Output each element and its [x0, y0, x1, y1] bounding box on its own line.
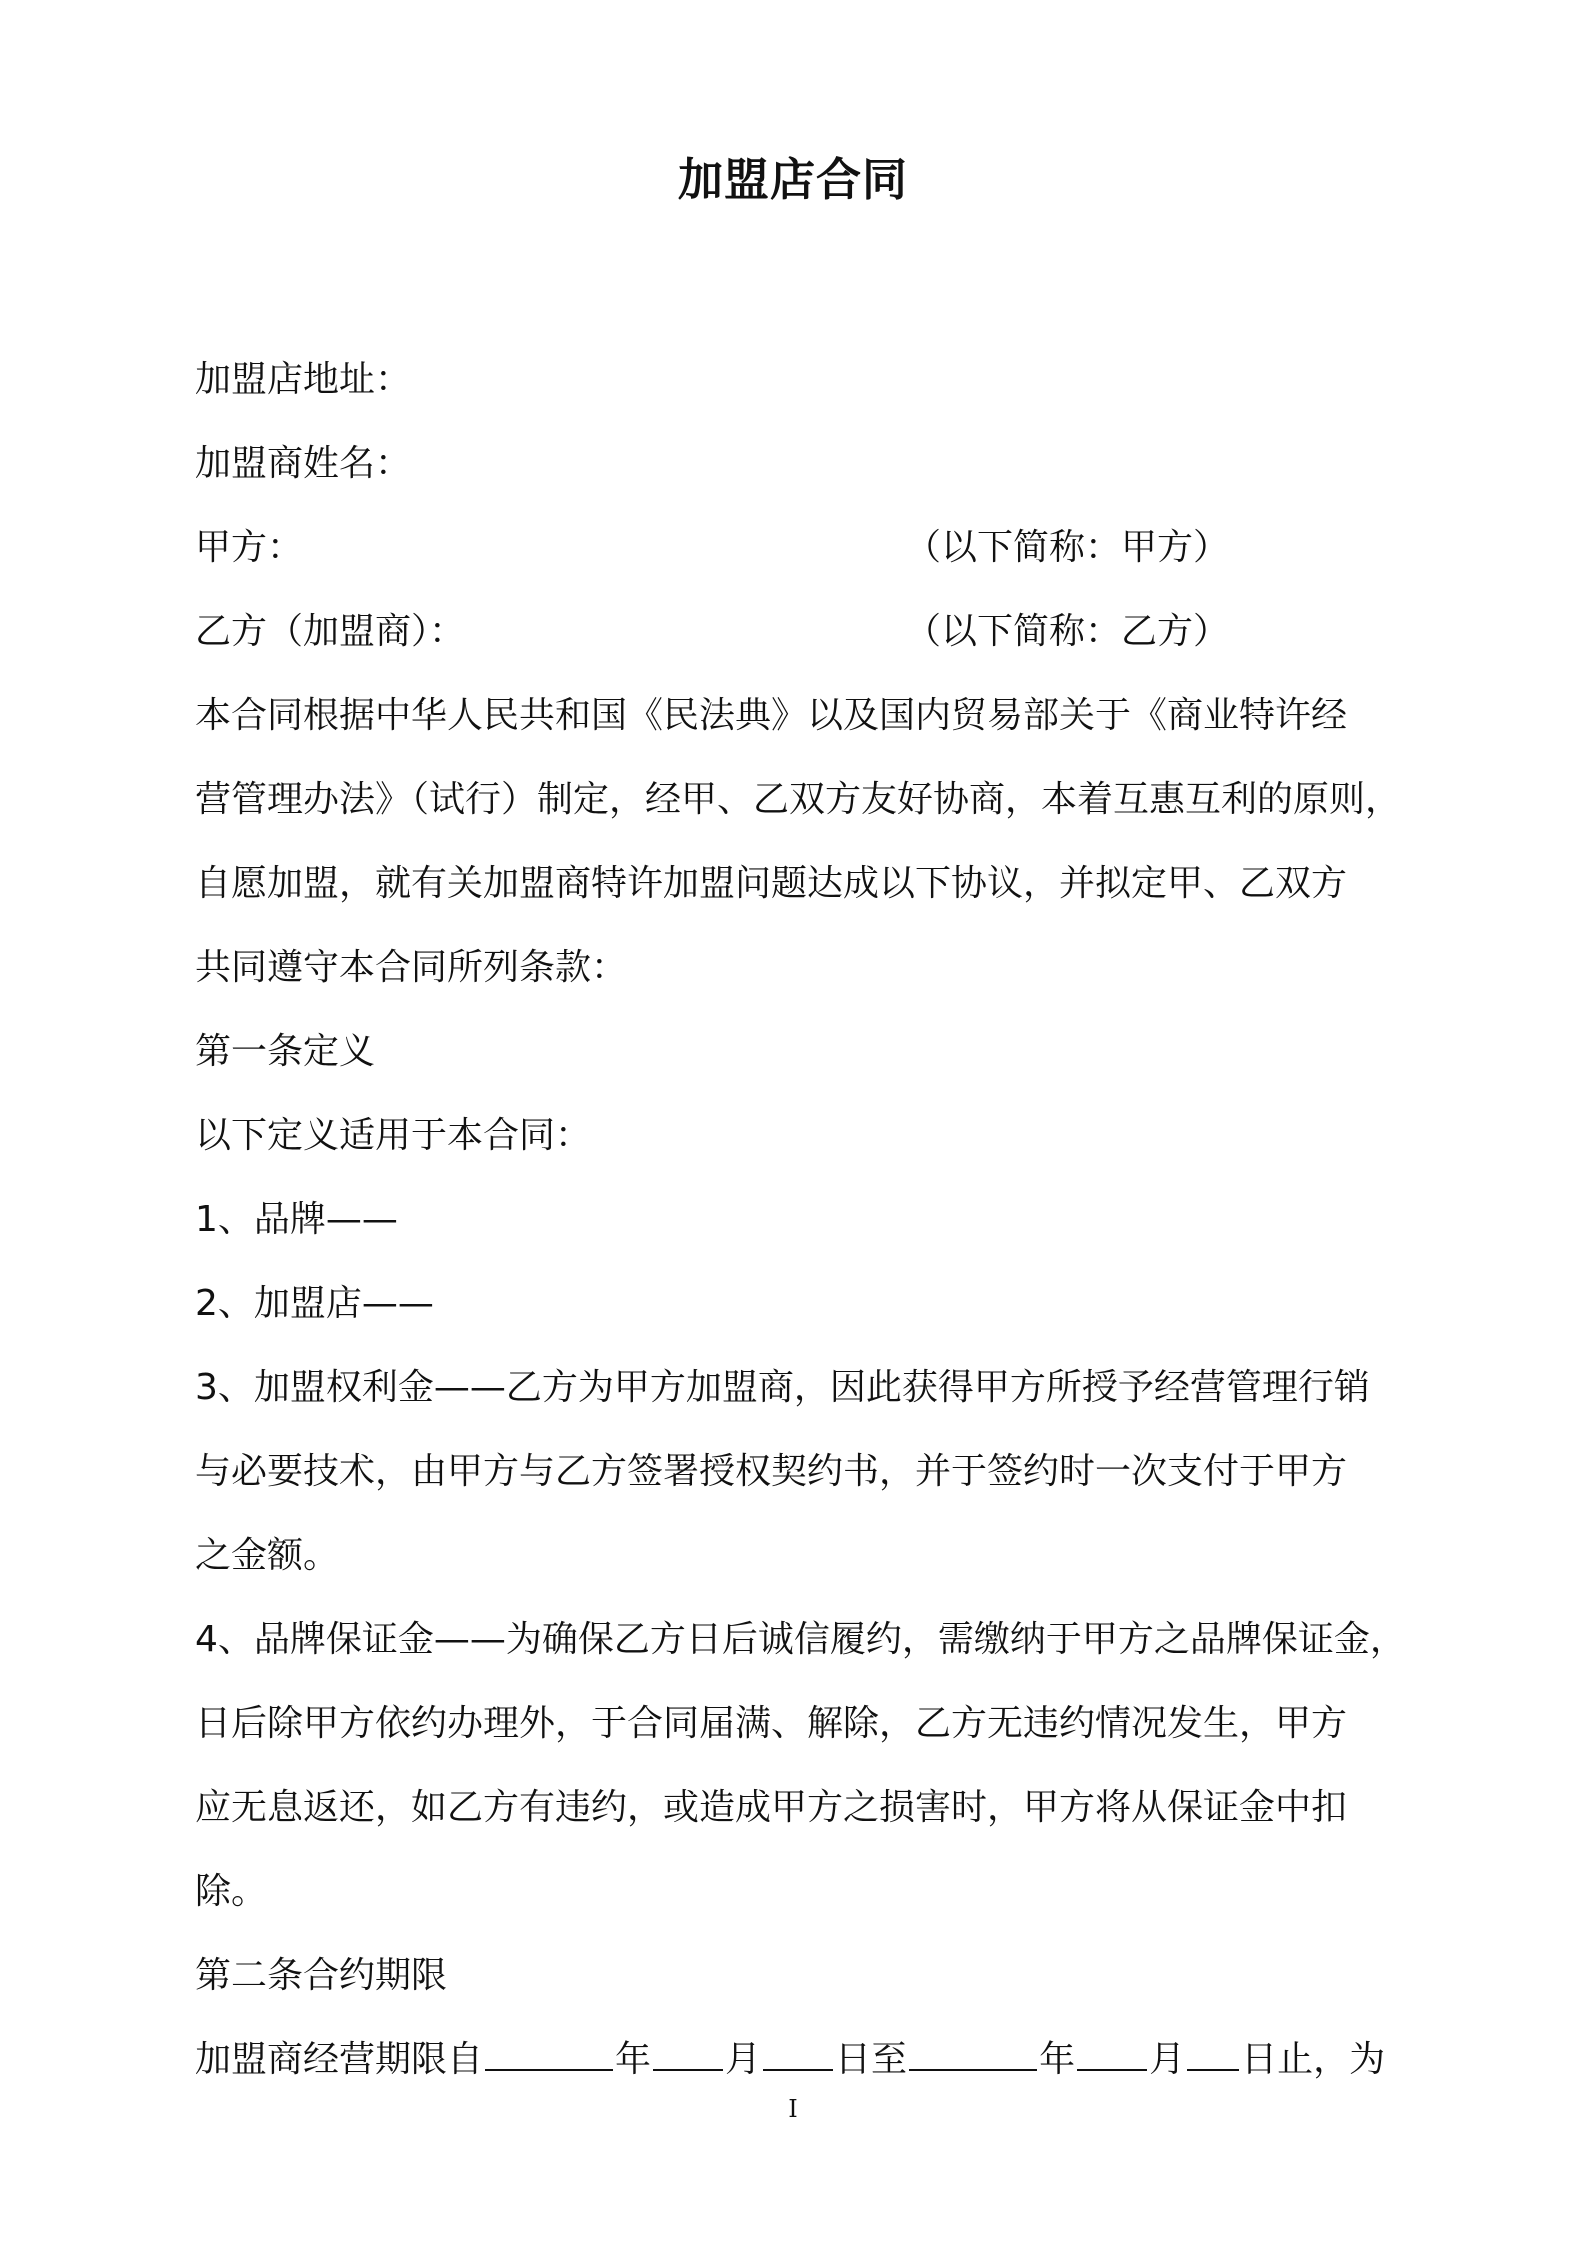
start-day-blank[interactable] — [763, 2033, 833, 2071]
contract-term-line — [195, 2018, 1395, 2102]
party-a-abbrev: （以下简称：甲方） — [905, 527, 1230, 568]
start-year-blank[interactable] — [485, 2033, 613, 2071]
definition-deposit-line-4: 除。 — [195, 1871, 268, 1912]
page-number: I — [788, 2095, 798, 2123]
definition-brand: 1、品牌—— — [195, 1199, 398, 1240]
start-month-label: 月 — [725, 2039, 762, 2080]
preamble-line-2: 营管理办法》（试行）制定，经甲、乙双方友好协商，本着互惠互利的原则， — [195, 779, 1402, 820]
definition-royalty-line-3: 之金额。 — [195, 1535, 340, 1576]
party-a-line — [195, 506, 1395, 590]
definitions-intro: 以下定义适用于本合同： — [195, 1115, 592, 1156]
term-prefix: 加盟商经营期限自 — [195, 2039, 484, 2080]
end-month-label: 月 — [1149, 2039, 1186, 2080]
party-b-line — [195, 590, 1395, 674]
end-day-label: 日止，为 — [1241, 2039, 1386, 2080]
party-b-abbrev: （以下简称：乙方） — [905, 611, 1230, 652]
start-day-label: 日至 — [835, 2039, 908, 2080]
definition-royalty-line-1: 3、加盟权利金——乙方为甲方加盟商，因此获得甲方所授予经营管理行销 — [195, 1367, 1370, 1408]
start-year-label: 年 — [615, 2039, 652, 2080]
definition-royalty-line-2: 与必要技术，由甲方与乙方签署授权契约书，并于签约时一次支付于甲方 — [195, 1451, 1348, 1492]
article-1-heading: 第一条定义 — [195, 1031, 376, 1072]
end-day-blank[interactable] — [1187, 2033, 1239, 2071]
franchisee-name-line: 加盟商姓名： — [195, 443, 412, 484]
document-body — [195, 338, 1406, 2102]
franchise-address-line: 加盟店地址： — [195, 359, 412, 400]
document-title: 加盟店合同 — [677, 153, 908, 206]
party-b-label: 乙方（加盟商）： — [195, 611, 466, 652]
preamble-line-3: 自愿加盟，就有关加盟商特许加盟问题达成以下协议，并拟定甲、乙双方 — [195, 863, 1348, 904]
end-year-label: 年 — [1039, 2039, 1076, 2080]
definition-deposit-line-3: 应无息返还，如乙方有违约，或造成甲方之损害时，甲方将从保证金中扣 — [195, 1787, 1348, 1828]
definition-deposit-line-1: 4、品牌保证金——为确保乙方日后诚信履约，需缴纳于甲方之品牌保证金， — [195, 1619, 1406, 1660]
start-month-blank[interactable] — [653, 2033, 723, 2071]
end-year-blank[interactable] — [909, 2033, 1037, 2071]
end-month-blank[interactable] — [1077, 2033, 1147, 2071]
article-2-heading: 第二条合约期限 — [195, 1955, 448, 1996]
definition-deposit-line-2: 日后除甲方依约办理外，于合同届满、解除，乙方无违约情况发生，甲方 — [195, 1703, 1348, 1744]
preamble-line-1: 本合同根据中华人民共和国《民法典》以及国内贸易部关于《商业特许经 — [195, 695, 1348, 736]
party-a-label: 甲方： — [195, 527, 304, 568]
definition-franchise-store: 2、加盟店—— — [195, 1283, 434, 1324]
preamble-line-4: 共同遵守本合同所列条款： — [195, 947, 628, 988]
